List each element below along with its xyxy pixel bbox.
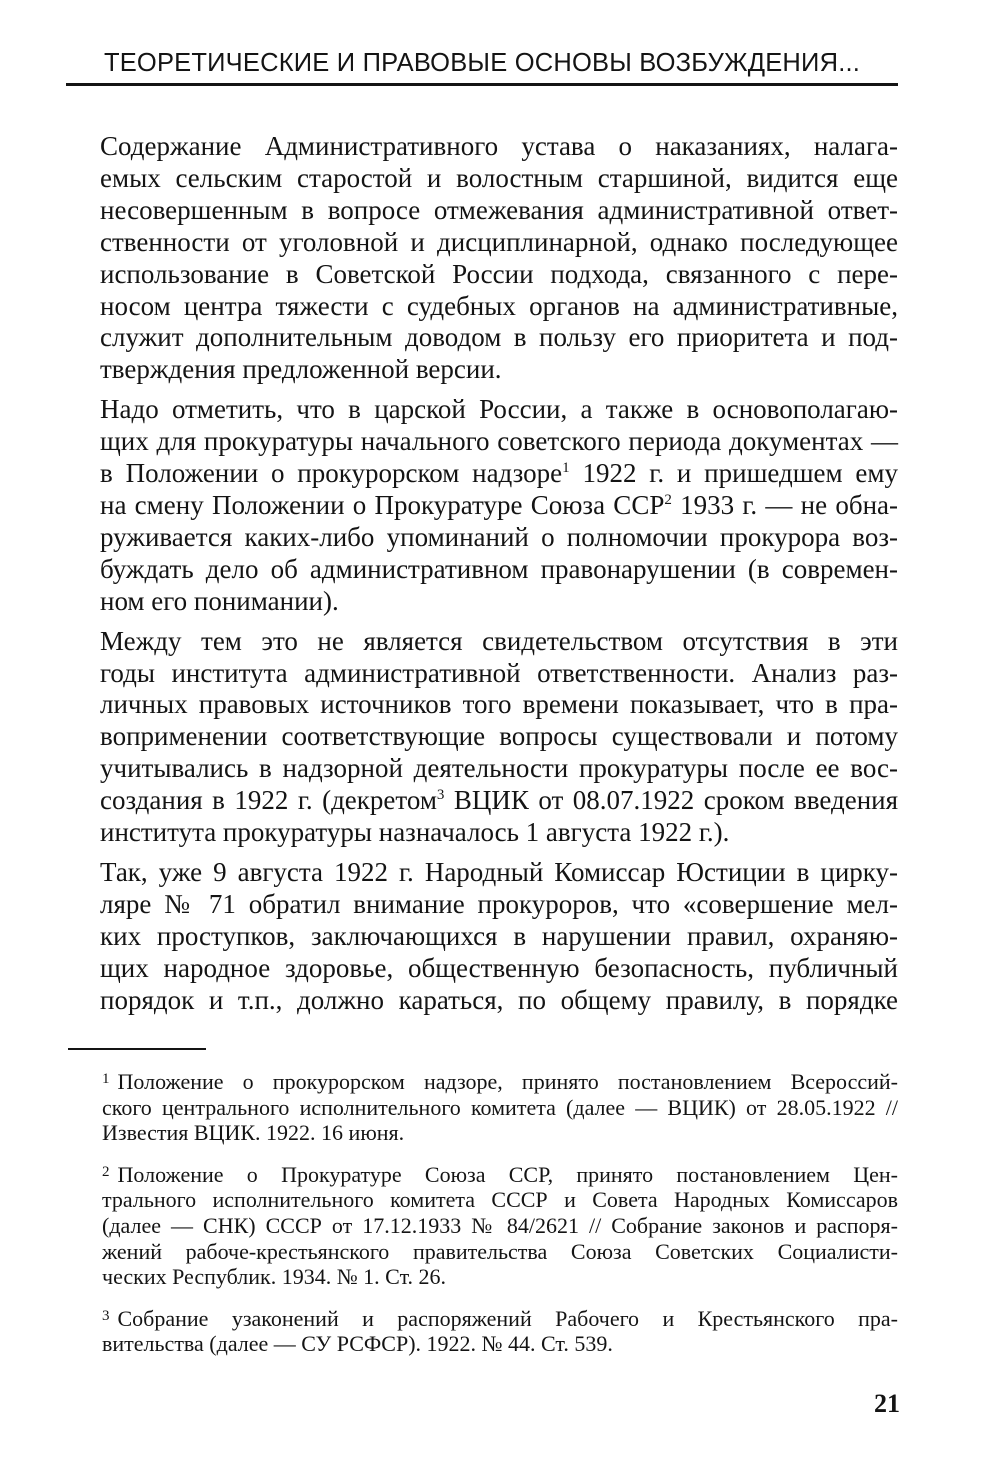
footnote-separator [68, 1048, 206, 1050]
running-header [66, 46, 898, 86]
footnote-ref-1: 1 [562, 460, 570, 477]
text-line [68, 458, 898, 490]
text-segment: в Положении о прокурорском надзоре [100, 458, 563, 489]
text-line: института прокуратуры назначалось 1 августа 1922 г.). [100, 817, 730, 848]
text-line: учитывались в надзорной деятельности прокуратуры после ее вос- [100, 753, 898, 784]
text-line: Между тем это не является свидетельством отсутствия в эти [100, 625, 898, 656]
text-line: буждать дело об административном правонарушении (в современ- [100, 553, 898, 584]
footnote-number: 3 [102, 1307, 110, 1324]
footnote-number: 1 [102, 1071, 110, 1087]
text-segment: на смену Положении о Прокуратуре Союза ССР [100, 489, 665, 520]
footnote-1 [68, 1067, 898, 1146]
text-segment: ВЦИК от 08.07.1922 сроком введения [444, 785, 899, 816]
text-line: ственности от уголовной и дисциплинарной, однако последующее [100, 226, 898, 257]
footnote-line: вительства (далее — СУ РСФСР). 1922. № 44. Ст. 539. [102, 1331, 613, 1357]
footnote-line [68, 1304, 898, 1332]
text-line: воприменении соответствующие вопросы существовали и потому [100, 721, 898, 752]
text-line: ном его понимании). [100, 585, 339, 616]
footnote-line: трального исполнительного комитета СССР и Совета Народных Комиссаров [102, 1187, 898, 1213]
footnote-number: 2 [102, 1163, 110, 1180]
footnote-ref-2: 2 [664, 491, 672, 508]
paragraph-4 [68, 857, 898, 1017]
text-line: ляре № 71 обратил внимание прокуроров, что «совершение мел- [100, 888, 898, 919]
text-line: щих народное здоровье, общественную безопасность, публичный [100, 952, 898, 983]
footnote-line: ческих Республик. 1934. № 1. Ст. 26. [102, 1264, 447, 1290]
text-line: руживается каких-либо упоминаний о полномочии прокурора воз- [100, 521, 898, 552]
footnote-line [68, 1160, 898, 1188]
footnote-2 [68, 1160, 898, 1290]
footnote-line: ского центрального исполнительного комитета (далее — ВЦИК) от 28.05.1922 // [102, 1094, 898, 1120]
text-segment: 1922 г. и пришедшем ему [569, 458, 898, 489]
text-line: носом центра тяжести с судебных органов на административные, [100, 290, 898, 321]
footnote-ref-3: 3 [436, 787, 445, 804]
text-line: Надо отметить, что в царской России, а также в основополагаю- [100, 394, 898, 425]
text-line: ких проступков, заключающихся в нарушении правил, охраняю- [100, 920, 898, 951]
text-segment: Положение о Прокуратуре Союза ССР, принято постановлением Цен- [117, 1161, 898, 1187]
page-number: 21 [874, 1389, 900, 1418]
main-text [68, 131, 898, 1024]
text-line: годы института административной ответственности. Анализ раз- [100, 657, 898, 688]
text-line: служит дополнительным доводом в пользу его приоритета и под- [100, 322, 898, 353]
text-line: емых сельским старостой и волостным старшиной, видится еще [100, 162, 898, 193]
text-segment: Положение о прокурорском надзоре, принято постановлением Всероссий- [117, 1069, 898, 1094]
footnote-3 [68, 1304, 898, 1357]
paragraph-3 [68, 626, 898, 849]
footnote-line: (далее — СНК) СССР от 17.12.1933 № 84/2621 // Собрание законов и распоря- [102, 1212, 898, 1238]
text-line: Так, уже 9 августа 1922 г. Народный Комиссар Юстиции в цирку- [100, 856, 898, 887]
paragraph-1 [68, 131, 898, 386]
text-line [68, 490, 898, 522]
text-line: щих для прокуратуры начального советского периода документах — [100, 426, 898, 457]
paragraph-2 [68, 394, 898, 617]
footnote-line: жений рабоче-крестьянского правительства Союза Советских Социалисти- [102, 1238, 898, 1264]
footnote-line: Известия ВЦИК. 1922. 16 июня. [102, 1120, 405, 1146]
text-line: Содержание Административного устава о наказаниях, налага- [100, 131, 898, 161]
footnotes [68, 1067, 898, 1371]
text-line: несовершенным в вопросе отмежевания административной ответ- [100, 194, 898, 225]
text-segment: 1933 г. — не обна- [671, 489, 899, 520]
text-line [68, 785, 898, 817]
text-line: порядок и т.п., должно караться, по общему правилу, в порядке [100, 984, 898, 1015]
text-line: тверждения предложенной версии. [100, 354, 502, 385]
text-segment: Собрание узаконений и распоряжений Рабочего и Крестьянского пра- [117, 1305, 898, 1331]
text-segment: создания в 1922 г. (декретом [100, 785, 437, 816]
running-title: ТЕОРЕТИЧЕСКИЕ И ПРАВОВЫЕ ОСНОВЫ ВОЗБУЖДЕНИЯ... [103, 49, 861, 77]
text-line: использование в Советской России подхода, связанного с пере- [100, 258, 898, 289]
text-line: личных правовых источников того времени показывает, что в пра- [100, 689, 898, 720]
footnote-line [68, 1067, 898, 1095]
